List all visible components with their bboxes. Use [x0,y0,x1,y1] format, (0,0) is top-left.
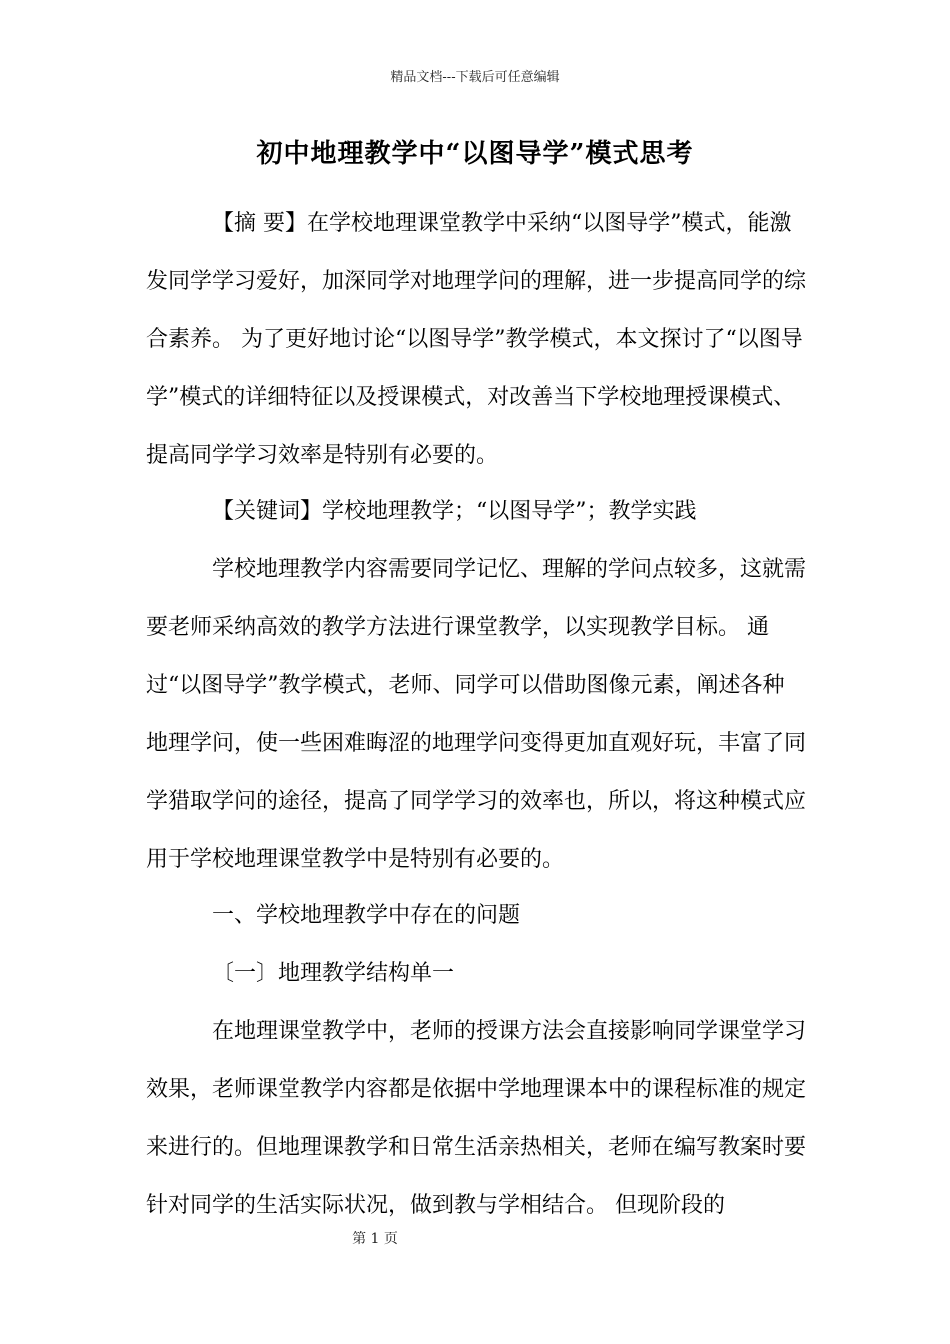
section-1-heading-block [146,887,806,945]
intro-paragraph: 学校地理教学内容需要同学记忆、理解的学问点较多，这就需要老师采纳高效的教学方法进行课堂教学，以实现教学目标。 通过“以图导学”教学模式，老师、同学可以借助图像元素，阐述各种地理学问，使一些困难晦涩的地理学问变得更加直观好玩，丰富了同学猎取学问的途径，提高了同学学习的效率也，所以，将这种模式应用于学校地理课堂教学中是特别有必要的。 [146,557,807,872]
section-1-1-heading-block [146,945,806,1003]
body-paragraph-block [146,1003,806,1235]
keywords-paragraph: 【关键词】学校地理教学；“以图导学”；教学实践 [212,499,697,524]
page-header: 精品文档---下载后可任意编辑 [390,70,560,85]
intro-block [146,541,806,889]
abstract-block [146,195,806,485]
section-1-heading: 一、学校地理教学中存在的问题 [212,903,521,928]
body-paragraph: 在地理课堂教学中，老师的授课方法会直接影响同学课堂学习效果，老师课堂教学内容都是依据中学地理课本中的课程标准的规定来进行的。但地理课教学和日常生活亲热相关，老师在编写教案时要针对同学的生活实际状况，做到教与学相结合。 但现阶段的 [146,1019,807,1218]
document-title: 初中地理教学中“以图导学”模式思考 [256,139,694,169]
keywords-block [146,483,806,541]
section-1-1-heading: 〔一〕地理教学结构单一 [212,961,455,986]
page-number: 第 1 页 [352,1231,398,1247]
abstract-paragraph: 【摘 要】在学校地理课堂教学中采纳“以图导学”模式，能激发同学学习爱好，加深同学对地理学问的理解，进一步提高同学的综合素养。 为了更好地讨论“以图导学”教学模式，本文探讨了“以图导学”模式的详细特征以及授课模式，对改善当下学校地理授课模式、提高同学学习效率是特别有必要的。 [146,211,807,468]
